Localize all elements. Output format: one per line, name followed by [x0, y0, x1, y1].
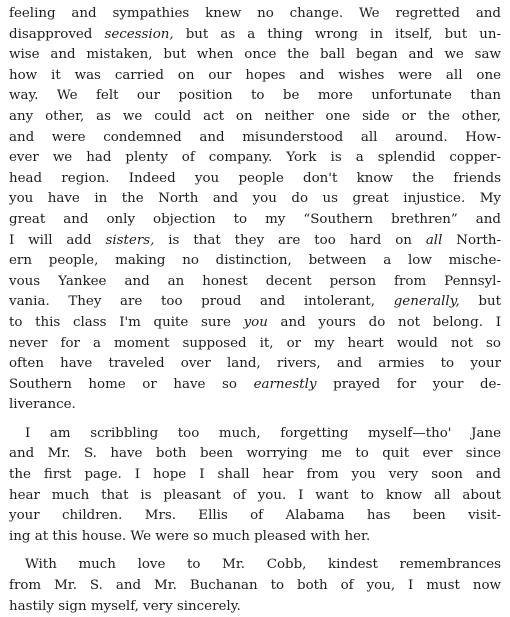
text-line	[9, 395, 501, 416]
text-segment: vous Yankee and an honest decent person from Pennsyl-	[9, 273, 501, 289]
text-line	[9, 210, 501, 231]
text-line	[9, 4, 501, 25]
text-segment: but as a thing wrong in itself, but un-	[173, 26, 501, 42]
text-segment: to this class I'm quite sure	[9, 314, 244, 330]
text-segment: disapproved	[9, 26, 105, 42]
text-segment: but	[459, 294, 501, 310]
text-segment: feeling and sympathies knew no change. We regretted and	[9, 6, 501, 21]
text-line	[9, 506, 501, 527]
italic-text: you	[243, 314, 268, 330]
text-line	[9, 66, 501, 87]
text-segment: ever we had plenty of company. York is a splendid copper-	[9, 150, 501, 166]
text-segment: way. We felt our position to be more unfortunate than	[9, 88, 501, 104]
text-segment: liverance.	[9, 397, 76, 413]
text-line	[9, 597, 501, 617]
italic-text: earnestly	[253, 376, 317, 392]
text-segment: how it was carried on our hopes and wishes were all one	[9, 67, 501, 83]
text-segment: hastily sign myself, very sincerely.	[9, 598, 241, 614]
text-line	[9, 375, 501, 396]
letter-page	[9, 4, 501, 617]
text-line	[9, 424, 501, 445]
text-segment: ern people, making no distinction, between a low mische-	[9, 253, 501, 269]
text-line	[9, 107, 501, 128]
text-segment: and yours do not belong. I	[267, 314, 501, 330]
text-line	[9, 334, 501, 355]
italic-text: secession,	[104, 26, 174, 42]
text-line	[9, 527, 501, 548]
text-segment: and were condemned and misunderstood all around. How-	[9, 129, 501, 145]
text-segment: I am scribbling too much, forgetting myself—tho' Jane	[25, 425, 501, 441]
text-segment: Southern home or have so	[9, 376, 254, 392]
italic-text: sisters,	[105, 232, 155, 248]
text-segment: head region. Indeed you people don't know the friends	[9, 170, 501, 186]
paragraph-scribbling	[9, 424, 501, 548]
text-segment: With much love to Mr. Cobb, kindest remembrances	[25, 557, 501, 573]
text-line	[9, 272, 501, 293]
italic-text: all	[425, 232, 443, 248]
text-segment: your children. Mrs. Ellis of Alabama has been visit-	[9, 508, 501, 524]
text-segment: and Mr. S. have both been worrying me to quit ever since	[9, 446, 501, 462]
text-line	[9, 169, 501, 190]
text-line	[9, 86, 501, 107]
text-line	[9, 354, 501, 375]
text-line	[9, 576, 501, 597]
text-segment: ing at this house. We were so much pleased with her.	[9, 528, 371, 544]
text-segment: the first page. I hope I shall hear from you very soon and	[9, 467, 501, 483]
text-line	[9, 25, 501, 46]
text-segment: from Mr. S. and Mr. Buchanan to both of you, I must now	[9, 578, 501, 594]
text-segment: vania. They are too proud and intolerant,	[9, 294, 394, 310]
text-segment: any other, as we could act on neither one side or the other,	[9, 108, 501, 124]
text-line	[9, 486, 501, 507]
text-line	[9, 128, 501, 149]
text-segment: prayed for your de-	[316, 376, 501, 392]
text-segment: wise and mistaken, but when once the ball began and we saw	[9, 47, 501, 63]
text-line	[9, 292, 501, 313]
text-line	[9, 148, 501, 169]
text-line	[9, 189, 501, 210]
text-line	[9, 465, 501, 486]
text-segment: is that they are too hard on	[154, 232, 426, 248]
text-line	[9, 313, 501, 334]
text-line	[9, 251, 501, 272]
text-segment: hear much that is pleasant of you. I want to know all about	[9, 487, 501, 503]
text-segment: I will add	[9, 232, 106, 248]
italic-text: generally,	[393, 294, 460, 310]
text-line	[9, 444, 501, 465]
text-segment: often have traveled over land, rivers, and armies to your	[9, 356, 501, 372]
text-segment: great and only objection to my “Southern brethren” and	[9, 211, 501, 227]
text-segment: North-	[442, 232, 502, 248]
text-line	[9, 555, 501, 576]
paragraph-closing	[9, 555, 501, 617]
text-segment: you have in the North and you do us great injustice. My	[9, 191, 501, 207]
text-segment: never for a moment supposed it, or my heart would not so	[9, 335, 501, 351]
text-line	[9, 45, 501, 66]
paragraph-secession	[9, 4, 501, 416]
text-line	[9, 231, 501, 252]
